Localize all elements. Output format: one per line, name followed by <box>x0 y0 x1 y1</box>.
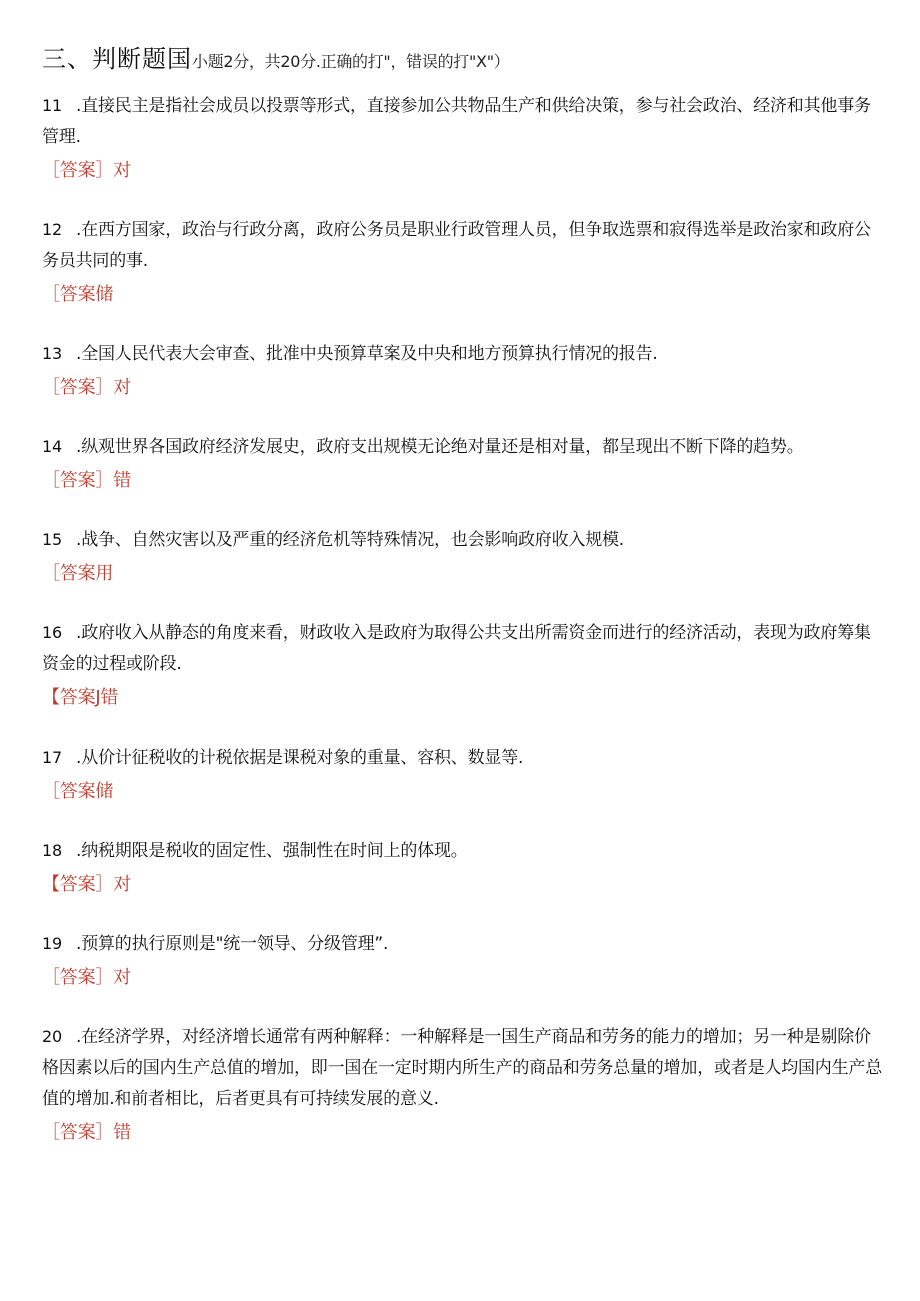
question-body: .在西方国家，政治与行政分离，政府公务员是职业行政管理人员，但争取选票和寂得选举是政治家和政府公务员共同的事. <box>42 220 871 271</box>
question-19 <box>42 928 887 992</box>
question-body: .政府收入从静态的角度来看，财政收入是政府为取得公共支出所需资金而进行的经济活动，表现为政府筹集资金的过程或阶段. <box>42 623 871 674</box>
answer-label: ［答案］ <box>42 967 114 988</box>
question-text <box>42 835 887 867</box>
question-number: 18 <box>42 841 62 860</box>
answer-label: ［答案］ <box>42 377 114 398</box>
answer <box>42 374 887 402</box>
question-body: .纳税期限是税收的固定性、强制性在时间上的体现。 <box>76 841 468 861</box>
question-number: 17 <box>42 748 62 767</box>
answer-label: ［答案］ <box>42 470 114 491</box>
question-20 <box>42 1021 887 1147</box>
question-text <box>42 1021 887 1115</box>
answer-label: 【答案J <box>42 687 101 708</box>
question-text <box>42 431 887 463</box>
question-13 <box>42 338 887 402</box>
question-number: 11 <box>42 96 62 115</box>
answer <box>42 157 887 185</box>
question-number: 13 <box>42 344 62 363</box>
question-text <box>42 524 887 556</box>
answer <box>42 1119 887 1147</box>
answer-label: ［答案 <box>42 563 96 584</box>
answer-value: 对 <box>113 160 132 181</box>
question-body: .全国人民代表大会审查、批准中央预算草案及中央和地方预算执行情况的报告. <box>76 344 658 364</box>
question-text <box>42 617 887 680</box>
answer <box>42 467 887 495</box>
question-15 <box>42 524 887 588</box>
question-number: 15 <box>42 530 62 549</box>
answer-label: 【答案］ <box>42 874 114 895</box>
question-text <box>42 742 887 774</box>
answer-value: 储 <box>95 284 114 305</box>
section-heading: 三、判断题国 <box>42 45 192 73</box>
answer-label: ［答案 <box>42 284 96 305</box>
question-text <box>42 928 887 960</box>
answer-value: 储 <box>95 781 114 802</box>
answer <box>42 871 887 899</box>
question-body: .预算的执行原则是"统一领导、分级管理”. <box>76 934 389 954</box>
question-16 <box>42 617 887 712</box>
answer-value: 错 <box>100 687 119 708</box>
answer-value: 错 <box>113 1122 132 1143</box>
question-number: 20 <box>42 1027 62 1046</box>
answer <box>42 684 887 712</box>
question-text <box>42 90 887 153</box>
question-number: 16 <box>42 623 62 642</box>
answer-value: 错 <box>113 470 132 491</box>
question-body: .纵观世界各国政府经济发展史，政府支出规模无论绝对量还是相对量，都呈现出不断下降的趋势。 <box>76 437 804 457</box>
question-17 <box>42 742 887 806</box>
section-instructions: 小题2分，共20分.正确的打"，错误的打"X"） <box>192 52 510 71</box>
question-body: .从价计征税收的计税依据是课税对象的重量、容积、数显等. <box>76 748 524 768</box>
question-body: .战争、自然灾害以及严重的经济危机等特殊情况，也会影响政府收入规模. <box>76 530 625 550</box>
question-18 <box>42 835 887 899</box>
answer-label: ［答案］ <box>42 160 114 181</box>
answer <box>42 560 887 588</box>
answer-value: 用 <box>95 563 114 584</box>
answer <box>42 778 887 806</box>
question-11 <box>42 90 887 185</box>
answer <box>42 964 887 992</box>
answer <box>42 281 887 309</box>
question-12 <box>42 214 887 309</box>
question-text <box>42 214 887 277</box>
answer-value: 对 <box>113 967 132 988</box>
question-number: 19 <box>42 934 62 953</box>
answer-label: ［答案］ <box>42 1122 114 1143</box>
question-number: 12 <box>42 220 62 239</box>
answer-value: 对 <box>113 377 132 398</box>
section-title <box>42 44 509 77</box>
question-number: 14 <box>42 437 62 456</box>
question-14 <box>42 431 887 495</box>
question-body: .在经济学界，对经济增长通常有两种解释：一种解释是一国生产商品和劳务的能力的增加；另一种是剔除价格因素以后的国内生产总值的增加，即一国在一定时期内所生产的商品和劳务总量的增加，或者是人均国内生产总值的增加.和前者相比，后者更具有可持续发展的意义. <box>42 1027 882 1109</box>
answer-value: 对 <box>113 874 132 895</box>
answer-label: ［答案 <box>42 781 96 802</box>
question-text <box>42 338 887 370</box>
question-body: .直接民主是指社会成员以投票等形式，直接参加公共物品生产和供给决策，参与社会政治、经济和其他事务管理. <box>42 96 871 147</box>
